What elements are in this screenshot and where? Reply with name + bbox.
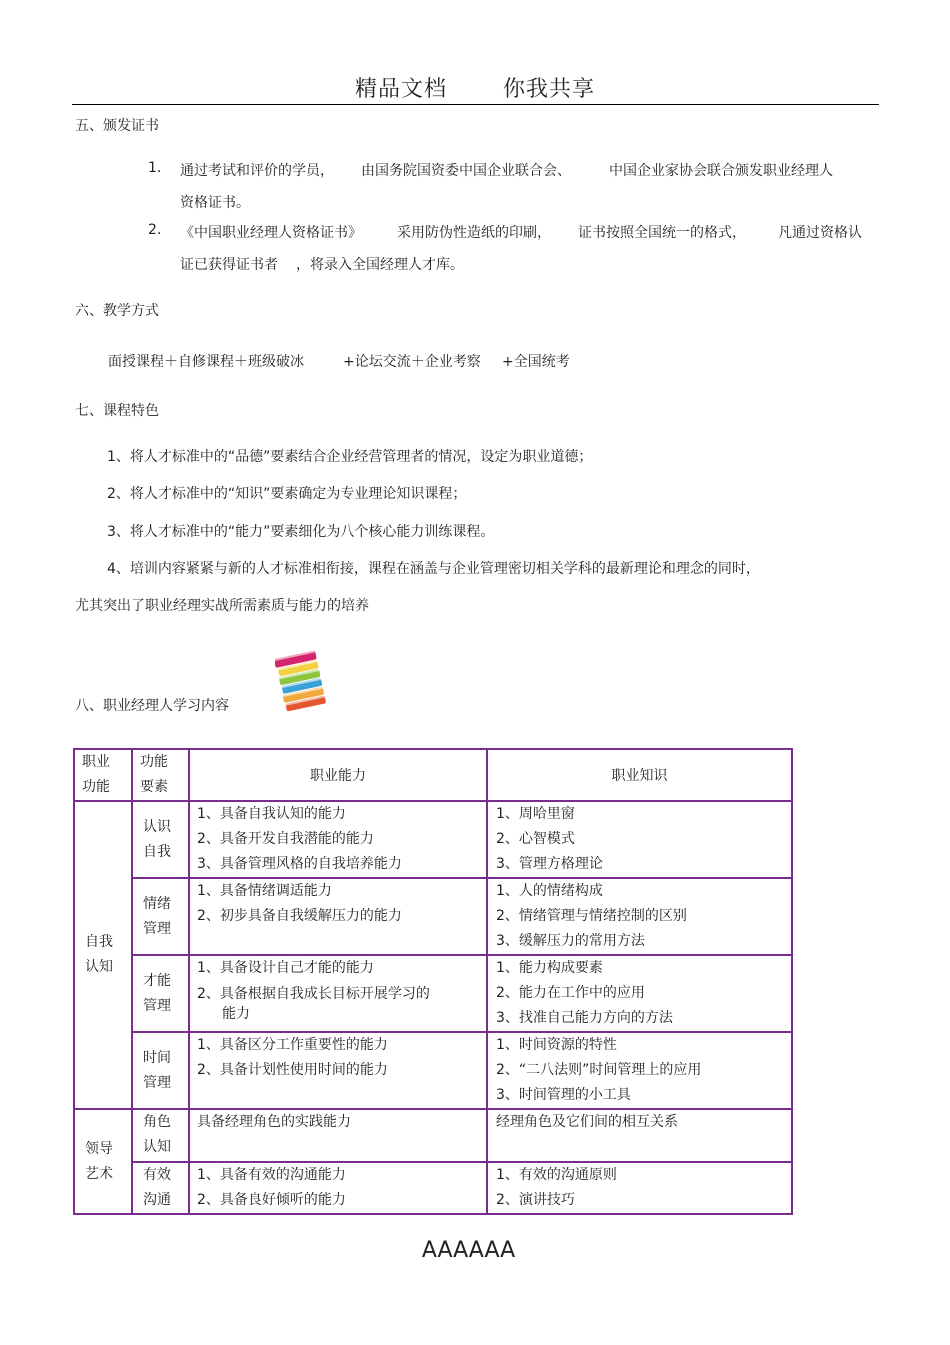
table-row xyxy=(74,878,792,955)
knowledge-line: 2、演讲技巧 xyxy=(496,1192,575,1208)
header-element-line2: 要素 xyxy=(140,779,168,795)
group1-line2: 认知 xyxy=(85,959,113,975)
header-right: 你我共享 xyxy=(503,77,596,102)
element-line1: 角色 xyxy=(143,1114,171,1130)
element-cell xyxy=(132,1032,189,1109)
s7-line2: 2、将人才标准中的“知识”要素确定为专业理论知识课程； xyxy=(107,486,467,502)
section5-title: 五、颁发证书 xyxy=(75,118,159,134)
header-element xyxy=(132,749,189,801)
ability-cell xyxy=(189,955,487,1032)
knowledge-line: 1、周哈里窗 xyxy=(496,806,575,822)
ability-cell xyxy=(189,1109,487,1162)
section7-title: 七、课程特色 xyxy=(75,403,159,419)
s7-line4: 4、培训内容紧紧与新的人才标准相衔接，课程在涵盖与企业管理密切相关学科的最新理论和理念的同时， xyxy=(107,561,760,577)
ability-line: 能力 xyxy=(222,1006,250,1022)
element-cell xyxy=(132,878,189,955)
element-line2: 沟通 xyxy=(143,1192,171,1208)
s5-item2-f: ，将录入全国经理人才库。 xyxy=(296,257,464,273)
element-cell xyxy=(132,801,189,878)
element-line1: 有效 xyxy=(143,1167,171,1183)
knowledge-line: 1、时间资源的特性 xyxy=(496,1037,617,1053)
knowledge-cell xyxy=(487,801,792,878)
s7-line5: 尤其突出了职业经理实战所需素质与能力的培养 xyxy=(75,598,369,614)
header-ability: 职业能力 xyxy=(189,749,487,801)
s5-item1-num: 1. xyxy=(148,160,162,176)
knowledge-line: 2、情绪管理与情绪控制的区别 xyxy=(496,908,687,924)
s6-part-c: +全国统考 xyxy=(502,354,570,370)
s5-item2-c: 证书按照全国统一的格式， xyxy=(578,225,746,241)
s5-item1-a: 通过考试和评价的学员， xyxy=(180,163,334,179)
knowledge-cell xyxy=(487,1109,792,1162)
table-row xyxy=(74,801,792,878)
s5-item2-num: 2. xyxy=(148,222,162,238)
knowledge-cell xyxy=(487,1032,792,1109)
ability-line: 1、具备情绪调适能力 xyxy=(197,883,332,899)
ability-cell xyxy=(189,1032,487,1109)
ability-line: 2、具备计划性使用时间的能力 xyxy=(197,1062,388,1078)
element-line2: 自我 xyxy=(143,843,171,860)
table-row xyxy=(74,955,792,1032)
page-footer: AAAAAA xyxy=(421,1238,516,1263)
ability-line: 1、具备设计自己才能的能力 xyxy=(197,960,374,976)
header-rule xyxy=(72,104,879,105)
header-left: 精品文档 xyxy=(354,77,447,102)
header-element-line1: 功能 xyxy=(140,754,168,770)
ability-line: 3、具备管理风格的自我培养能力 xyxy=(197,856,402,872)
s5-item1-b: 由国务院国资委中国企业联合会、 xyxy=(361,163,571,179)
group-self-cognition xyxy=(74,801,132,1109)
element-line1: 情绪 xyxy=(143,895,171,912)
group2-line1: 领导 xyxy=(85,1140,113,1157)
s5-item2-e: 证已获得证书者 xyxy=(180,257,278,273)
knowledge-line: 1、能力构成要素 xyxy=(496,960,603,976)
ability-line: 1、具备区分工作重要性的能力 xyxy=(197,1037,388,1053)
knowledge-line: 2、能力在工作中的应用 xyxy=(496,985,645,1001)
ability-line: 2、具备开发自我潜能的能力 xyxy=(197,831,374,847)
page-header xyxy=(0,72,950,103)
knowledge-line: 3、找准自己能力方向的方法 xyxy=(496,1010,673,1026)
knowledge-line: 2、“二八法则”时间管理上的应用 xyxy=(496,1062,702,1078)
s5-item1-d: 资格证书。 xyxy=(180,195,250,211)
knowledge-line: 1、人的情绪构成 xyxy=(496,883,603,899)
element-line1: 认识 xyxy=(143,818,171,835)
element-line2: 管理 xyxy=(143,1074,171,1091)
s5-item2-b: 采用防伪性造纸的印刷， xyxy=(397,225,551,241)
knowledge-cell xyxy=(487,955,792,1032)
header-function-line1: 职业 xyxy=(82,754,110,770)
element-line2: 管理 xyxy=(143,920,171,937)
ability-cell xyxy=(189,878,487,955)
knowledge-line: 1、有效的沟通原则 xyxy=(496,1167,617,1183)
element-line1: 才能 xyxy=(143,972,171,989)
ability-line: 2、具备根据自我成长目标开展学习的 xyxy=(197,986,430,1002)
group2-line2: 艺术 xyxy=(85,1165,113,1182)
s6-part-b: +论坛交流＋企业考察 xyxy=(343,354,481,370)
group1-line1: 自我 xyxy=(85,934,113,950)
knowledge-cell xyxy=(487,878,792,955)
element-line2: 认知 xyxy=(143,1139,171,1155)
element-cell xyxy=(132,1162,189,1214)
s7-line3: 3、将人才标准中的“能力”要素细化为八个核心能力训练课程。 xyxy=(107,524,495,540)
element-cell xyxy=(132,1109,189,1162)
table-row xyxy=(74,1109,792,1162)
knowledge-line: 3、时间管理的小工具 xyxy=(496,1087,631,1103)
s6-part-a: 面授课程＋自修课程＋班级破冰 xyxy=(108,354,304,370)
group-leadership-art xyxy=(74,1109,132,1214)
table-header-row xyxy=(74,749,792,801)
table-row xyxy=(74,1032,792,1109)
s5-item1-c: 中国企业家协会联合颁发职业经理人 xyxy=(609,163,833,179)
ability-line: 1、具备有效的沟通能力 xyxy=(197,1167,346,1183)
element-line2: 管理 xyxy=(143,997,171,1014)
header-function-line2: 功能 xyxy=(82,779,110,795)
ability-line: 1、具备自我认知的能力 xyxy=(197,806,346,822)
ability-cell xyxy=(189,1162,487,1214)
knowledge-line: 3、缓解压力的常用方法 xyxy=(496,933,645,949)
header-knowledge: 职业知识 xyxy=(487,749,792,801)
learning-content-table xyxy=(73,748,793,1215)
knowledge-cell xyxy=(487,1162,792,1214)
table-row xyxy=(74,1162,792,1214)
header-function xyxy=(74,749,132,801)
ability-line: 2、具备良好倾听的能力 xyxy=(197,1192,346,1208)
ability-line: 2、初步具备自我缓解压力的能力 xyxy=(197,908,402,924)
knowledge-line: 经理角色及它们间的相互关系 xyxy=(496,1114,678,1130)
section8-title: 八、职业经理人学习内容 xyxy=(75,698,229,714)
ability-cell xyxy=(189,801,487,878)
stacked-books-icon xyxy=(275,650,327,712)
s5-item2-a: 《中国职业经理人资格证书》 xyxy=(180,225,362,241)
element-cell xyxy=(132,955,189,1032)
s7-line1: 1、将人才标准中的“品德”要素结合企业经营管理者的情况，设定为职业道德； xyxy=(107,449,593,465)
s5-item2-d: 凡通过资格认 xyxy=(778,225,862,241)
ability-line: 具备经理角色的实践能力 xyxy=(197,1114,351,1130)
knowledge-line: 3、管理方格理论 xyxy=(496,856,603,872)
section6-title: 六、教学方式 xyxy=(75,303,159,319)
element-line1: 时间 xyxy=(143,1049,171,1066)
knowledge-line: 2、心智模式 xyxy=(496,831,575,847)
